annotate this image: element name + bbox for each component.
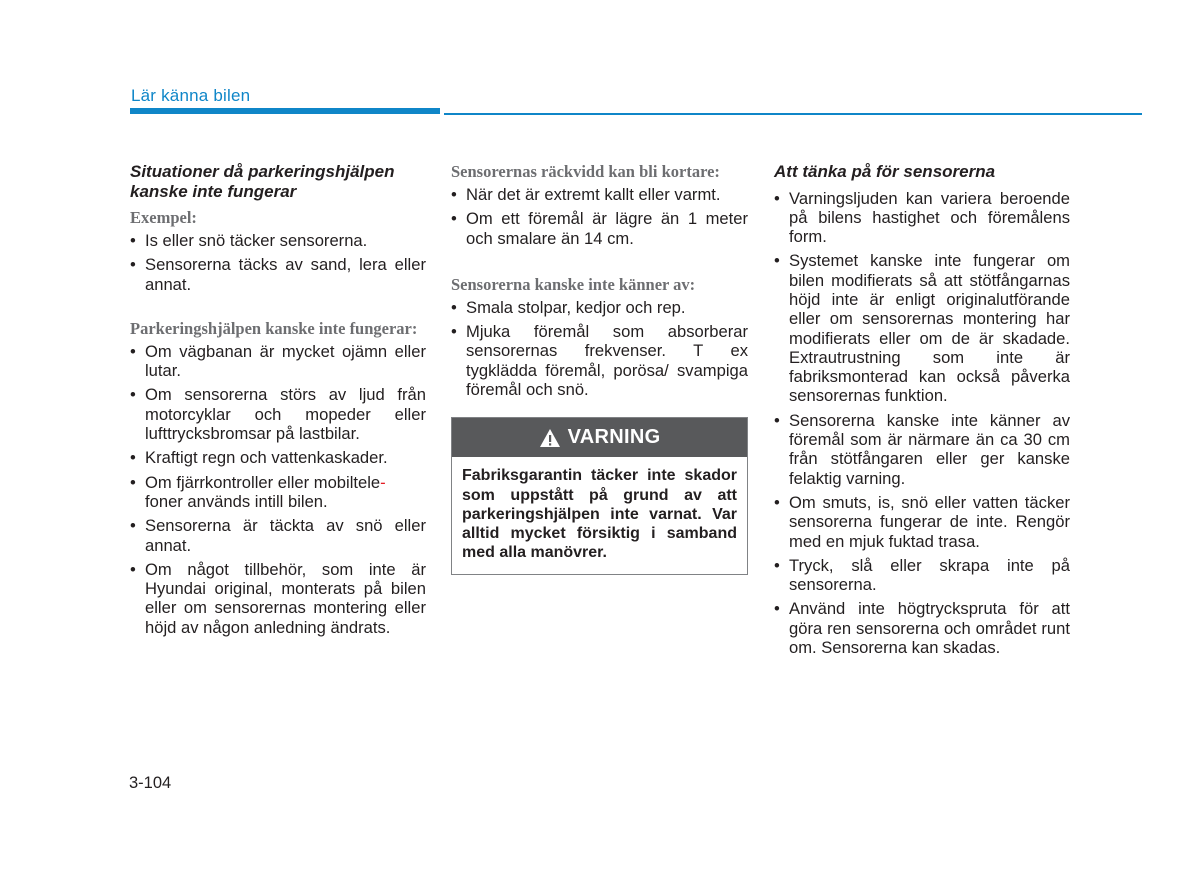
list-item: • Mjuka föremål som absorberar sensorernas frekvenser. T ex tygklädda föremål, porösa/ svampiga föremål och snö. [451, 322, 748, 399]
subheading-not-detect: Sensorerna kanske inte känner av: [451, 274, 696, 294]
list-item: • När det är extremt kallt eller varmt. [451, 185, 748, 204]
column-left [130, 162, 426, 642]
subheading-may-not-work: Parkeringshjälpen kanske inte fungerar: [130, 318, 418, 338]
section-heading-situations: Situationer då parkeringshjälpen kanske inte fungerar [130, 162, 395, 201]
list-item: • Sensorerna kanske inte känner av föremål som är närmare än ca 30 cm från stötfångaren eller ger kanske felaktig varning. [774, 411, 1070, 488]
list-item [130, 473, 426, 512]
list-item: • Om ett föremål är lägre än 1 meter och smalare än 14 cm. [451, 209, 748, 248]
list-item: • Om smuts, is, snö eller vatten täcker sensorerna fungerar de inte. Rengör med en mjuk fuktad trasa. [774, 493, 1070, 551]
warning-header [452, 418, 747, 457]
warning-box [451, 417, 748, 575]
list-item: • Systemet kanske inte fungerar om bilen modifierats så att stötfångarnas höjd inte är enligt originalutförande eller om sensorernas montering har modifierats eller om de är skadade. Extrautrustning som inte är fabriksmonterad kan också påverka sensorernas funktion. [774, 251, 1070, 405]
warning-text: Fabriksgarantin täcker inte skador som uppstått på grund av att parkeringshjälpen inte varnat. Var alltid mycket försiktig i samband med alla manövrer. [462, 467, 737, 562]
list-item: • Tryck, slå eller skrapa inte på sensorerna. [774, 556, 1070, 595]
list-item: • Kraftigt regn och vattenkaskader. [130, 448, 426, 467]
list-item: • Sensorerna är täckta av snö eller annat. [130, 516, 426, 555]
hyphen-mark: - [380, 472, 386, 492]
list-item: • Om vägbanan är mycket ojämn eller lutar. [130, 342, 426, 381]
list-item: • Om sensorerna störs av ljud från motorcyklar och mopeder eller lufttrycksbromsar på lastbilar. [130, 385, 426, 443]
list-item: • Is eller snö täcker sensorerna. [130, 231, 426, 250]
subheading-example: Exempel: [130, 208, 197, 227]
list-item: • Om något tillbehör, som inte är Hyundai original, monterats på bilen eller om sensorernas montering eller höjd av någon anledning ändrats. [130, 560, 426, 637]
column-right [774, 162, 1070, 662]
list-sensor-tips [774, 189, 1070, 658]
subheading-range: Sensorernas räckvidd kan bli kortare: [451, 162, 720, 181]
list-range [451, 185, 748, 248]
column-middle [451, 162, 748, 575]
list-may-not-work [130, 342, 426, 637]
list-not-detect [451, 298, 748, 399]
list-item: • Sensorerna täcks av sand, lera eller annat. [130, 255, 426, 294]
list-item-text: Om fjärrkontroller eller mobiltele [145, 472, 381, 492]
warning-triangle-icon [539, 428, 561, 448]
list-item: • Använd inte högtryckspruta för att göra ren sensorerna och området runt om. Sensorerna kan skadas. [774, 599, 1070, 657]
header-rule-thick [130, 108, 440, 114]
list-item: • Smala stolpar, kedjor och rep. [451, 298, 748, 317]
header-rule-thin [444, 113, 1142, 115]
section-heading-sensor-tips: Att tänka på för sensorerna [774, 162, 996, 181]
warning-title: VARNING [567, 426, 661, 449]
list-item: • Varningsljuden kan variera beroende på bilens hastighet och föremålens form. [774, 189, 1070, 247]
list-item-text: foner används intill bilen. [145, 491, 328, 511]
section-title: Lär känna bilen [131, 86, 251, 105]
list-example [130, 231, 426, 294]
page-number: 3-104 [129, 774, 172, 792]
